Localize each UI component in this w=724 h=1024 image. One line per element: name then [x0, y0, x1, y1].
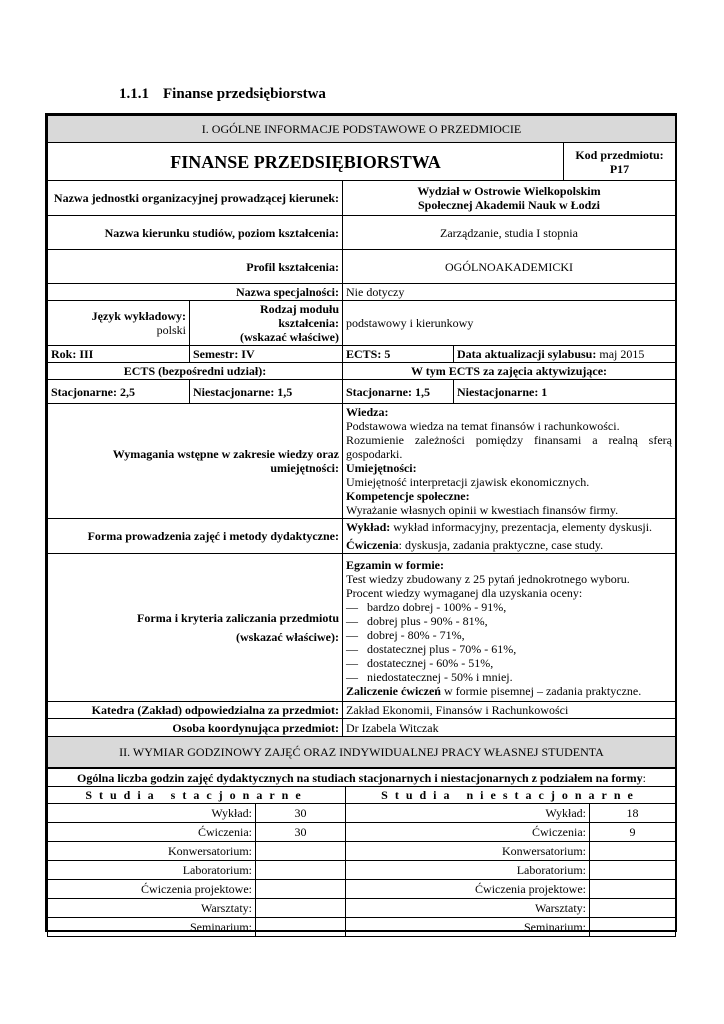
requirements-label: [48, 404, 343, 519]
grade-item: [346, 614, 672, 628]
coordinator-label: Osoba koordynująca przedmiot:: [48, 719, 343, 737]
semester: Semestr: IV: [190, 346, 343, 363]
dash: —: [346, 599, 358, 614]
specialty-label: Nazwa specjalności:: [48, 284, 343, 301]
lecture-title: Wykład:: [346, 520, 391, 534]
hours-row: [48, 823, 676, 842]
hours-row: [48, 842, 676, 861]
exercise-title: Ćwiczenia: [346, 538, 399, 552]
methods-exercise: [346, 538, 672, 552]
update-date: [454, 346, 676, 363]
hours-row: [48, 861, 676, 880]
hours-label-part: Ćwiczenia:: [346, 823, 590, 842]
section-title: Finanse przedsiębiorstwa: [163, 86, 326, 102]
skills-1: Umiejętność interpretacji zjawisk ekonomicznych.: [346, 475, 590, 489]
dash: —: [346, 669, 358, 684]
dash: —: [346, 655, 358, 670]
grade-text: niedostatecznej - 50% i mniej.: [367, 669, 513, 684]
hours-full: [256, 918, 346, 937]
ects-active-full: Stacjonarne: 1,5: [343, 380, 454, 404]
profile-label: Profil kształcenia:: [48, 250, 343, 284]
hours-full: 30: [256, 804, 346, 823]
ects-direct-full: Stacjonarne: 2,5: [48, 380, 190, 404]
dash: —: [346, 641, 358, 656]
hours-part: [590, 880, 676, 899]
assessment-label: [48, 554, 343, 702]
hours-part: [590, 842, 676, 861]
module-label-line2: kształcenia:: [278, 316, 339, 330]
full-time-header: Studia stacjonarne: [48, 787, 346, 804]
update-value: maj 2015: [599, 347, 645, 361]
module-label-line1: Rodzaj modułu: [259, 302, 339, 316]
hours-label-part: Konwersatorium:: [346, 842, 590, 861]
year: Rok: III: [48, 346, 190, 363]
subject-code: P17: [609, 161, 630, 176]
section-number: 1.1.1: [119, 86, 149, 102]
skills-title: Umiejętności:: [346, 461, 417, 475]
section-heading: [119, 86, 326, 103]
language-value: polski: [156, 323, 186, 337]
dash: —: [346, 627, 358, 642]
grade-item: [346, 656, 672, 670]
hours-part: 9: [590, 823, 676, 842]
part-time-header: Studia niestacjonarne: [346, 787, 676, 804]
social-1: Wyrażanie własnych opinii w kwestiach finansów firmy.: [346, 503, 619, 517]
syllabus-frame: [45, 113, 677, 932]
knowledge-2: Rozumienie zależności pomiędzy finansami a realną sferą gospodarki.: [346, 433, 672, 461]
hours-summary-colon: :: [642, 770, 647, 785]
department-value: Zakład Ekonomii, Finansów i Rachunkowości: [343, 702, 676, 719]
knowledge-title: Wiedza:: [346, 405, 389, 419]
language-label: Język wykładowy:: [91, 309, 186, 323]
hours-summary: [48, 769, 676, 787]
hours-full: [256, 861, 346, 880]
grade-item: [346, 600, 672, 614]
hours-row: [48, 880, 676, 899]
unit-value: [343, 181, 676, 216]
ects-direct-header: ECTS (bezpośredni udział):: [48, 363, 343, 380]
grade-item: [346, 642, 672, 656]
profile-value: OGÓLNOAKADEMICKI: [343, 250, 676, 284]
ects-active-part: Niestacjonarne: 1: [454, 380, 676, 404]
ects-total: ECTS: 5: [343, 346, 454, 363]
assessment-label-line2: (wskazać właściwe):: [236, 630, 339, 644]
credit-title: Zaliczenie ćwiczeń: [346, 683, 441, 698]
unit-label: Nazwa jednostki organizacyjnej prowadzącej kierunek:: [48, 181, 343, 216]
language-cell: [48, 301, 190, 346]
hours-label-part: Seminarium:: [346, 918, 590, 937]
lecture-text: wykład informacyjny, prezentacja, elementy dyskusji.: [393, 520, 653, 534]
hours-label-full: Warsztaty:: [48, 899, 256, 918]
assessment-content: [343, 554, 676, 702]
unit-value-line2: Społecznej Akademii Nauk w Łodzi: [417, 198, 600, 212]
hours-row: [48, 804, 676, 823]
requirements-content: [343, 404, 676, 519]
hours-label-part: Laboratorium:: [346, 861, 590, 880]
hours-full: [256, 842, 346, 861]
exercise-text: : dyskusja, zadania praktyczne, case study.: [398, 538, 604, 552]
hours-row: [48, 899, 676, 918]
general-info-table: [47, 115, 676, 768]
exam-title: Egzamin w formie:: [346, 557, 444, 572]
grade-text: bardzo dobrej - 100% - 91%,: [367, 599, 507, 614]
subject-name: FINANSE PRZEDSIĘBIORSTWA: [48, 143, 564, 181]
grade-item: [346, 628, 672, 642]
grade-text: dobrej plus - 90% - 81%,: [367, 613, 488, 628]
hours-part: 18: [590, 804, 676, 823]
credit-text: w formie pisemnej – zadania praktyczne.: [440, 683, 642, 698]
subject-code-cell: [564, 143, 676, 181]
hours-part: [590, 918, 676, 937]
section-1-header: I. OGÓLNE INFORMACJE PODSTAWOWE O PRZEDMIOCIE: [48, 116, 676, 143]
methods-lecture: [346, 520, 672, 534]
hours-full: 30: [256, 823, 346, 842]
grade-text: dostatecznej plus - 70% - 61%,: [367, 641, 517, 656]
coordinator-value: Dr Izabela Witczak: [343, 719, 676, 737]
specialty-value: Nie dotyczy: [343, 284, 676, 301]
hours-label-part: Warsztaty:: [346, 899, 590, 918]
ects-active-header: W tym ECTS za zajęcia aktywizujące:: [343, 363, 676, 380]
dash: —: [346, 613, 358, 628]
knowledge-1: Podstawowa wiedza na temat finansów i rachunkowości.: [346, 419, 620, 433]
assessment-label-line1: Forma i kryteria zaliczania przedmiotu: [137, 611, 339, 625]
field-label: Nazwa kierunku studiów, poziom kształcenia:: [48, 216, 343, 250]
hours-label-full: Ćwiczenia projektowe:: [48, 880, 256, 899]
hours-row: [48, 918, 676, 937]
hours-label-full: Laboratorium:: [48, 861, 256, 880]
subject-code-label: Kod przedmiotu:: [575, 147, 664, 162]
exam-text: Test wiedzy zbudowany z 25 pytań jednokrotnego wyboru.: [346, 571, 630, 586]
hours-label-part: Ćwiczenia projektowe:: [346, 880, 590, 899]
hours-table: [47, 768, 676, 937]
hours-label-full: Wykład:: [48, 804, 256, 823]
grade-item: [346, 670, 672, 684]
department-label: Katedra (Zakład) odpowiedzialna za przedmiot:: [48, 702, 343, 719]
module-value: podstawowy i kierunkowy: [343, 301, 676, 346]
hours-part: [590, 899, 676, 918]
hours-label-part: Wykład:: [346, 804, 590, 823]
hours-full: [256, 880, 346, 899]
hours-label-full: Seminarium:: [48, 918, 256, 937]
methods-content: [343, 519, 676, 554]
grade-text: dostatecznej - 60% - 51%,: [367, 655, 494, 670]
hours-full: [256, 899, 346, 918]
percent-text: Procent wiedzy wymaganej dla uzyskania oceny:: [346, 585, 583, 600]
ects-direct-part: Niestacjonarne: 1,5: [190, 380, 343, 404]
hours-part: [590, 861, 676, 880]
update-label: Data aktualizacji sylabusu:: [457, 347, 597, 361]
module-label-line3: (wskazać właściwe): [240, 330, 339, 344]
hours-label-full: Konwersatorium:: [48, 842, 256, 861]
requirements-label-line2: umiejętności:: [270, 461, 339, 475]
module-label: [190, 301, 343, 346]
hours-summary-text: Ogólna liczba godzin zajęć dydaktycznych na studiach stacjonarnych i niestacjonarnych z podziałem na formy: [77, 770, 643, 785]
unit-value-line1: Wydział w Ostrowie Wielkopolskim: [417, 184, 601, 198]
methods-label: Forma prowadzenia zajęć i metody dydaktyczne:: [48, 519, 343, 554]
field-value: Zarządzanie, studia I stopnia: [343, 216, 676, 250]
grade-text: dobrej - 80% - 71%,: [367, 627, 465, 642]
requirements-label-line1: Wymagania wstępne w zakresie wiedzy oraz: [112, 447, 339, 461]
section-2-header: II. WYMIAR GODZINOWY ZAJĘĆ ORAZ INDYWIDUALNEJ PRACY WŁASNEJ STUDENTA: [48, 737, 676, 768]
credit-line: [346, 684, 672, 698]
hours-label-full: Ćwiczenia:: [48, 823, 256, 842]
social-title: Kompetencje społeczne:: [346, 489, 470, 503]
